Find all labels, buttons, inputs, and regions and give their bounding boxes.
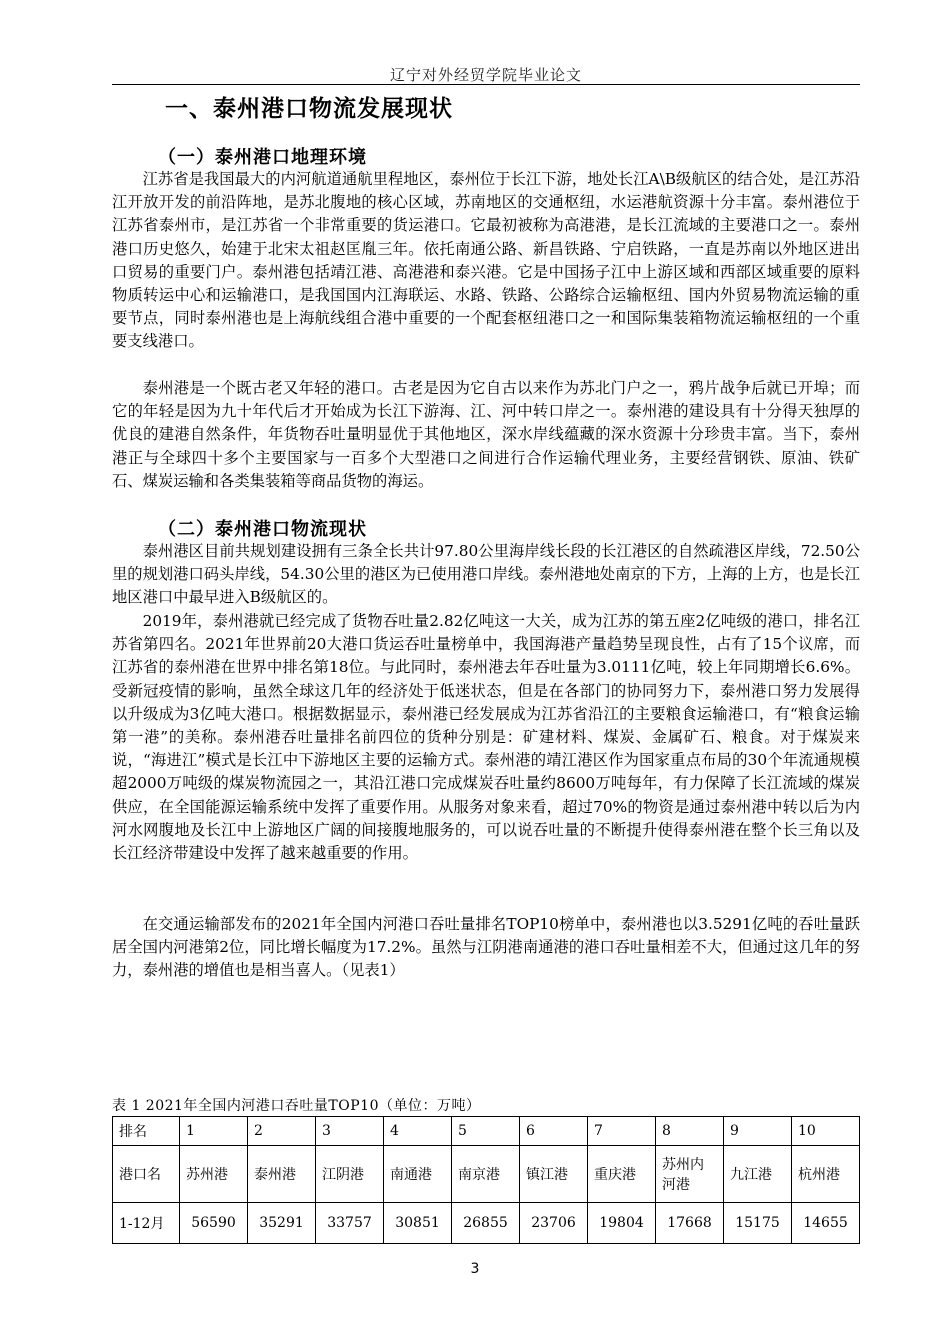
subsection-title-1: （一）泰州港口地理环境 [158,147,367,168]
port-cell: 苏州港 [180,1146,248,1203]
row-label-volume: 1-12月 [113,1203,180,1244]
volume-cell: 23706 [520,1203,588,1244]
paragraph-logistics-3: 在交通运输部发布的2021年全国内河港口吞吐量排名TOP10榜单中，泰州港也以3.5291亿吨的吞吐量跃居全国内河港第2位，同比增长幅度为17.2%。虽然与江阴港南通港的港口吞吐量相差不大，但通过这几年的努力，泰州港的增值也是相当喜人。（见表1） [112,915,860,980]
volume-cell: 56590 [180,1203,248,1244]
volume-cell: 26855 [452,1203,520,1244]
rank-cell: 10 [792,1117,860,1146]
table-row-rank [113,1117,860,1146]
volume-cell: 30851 [384,1203,452,1244]
port-cell: 南通港 [384,1146,452,1203]
rank-cell: 9 [724,1117,792,1146]
page-number: 3 [470,1261,480,1277]
port-throughput-table [112,1116,860,1244]
table-row-volume [113,1203,860,1244]
rank-cell: 6 [520,1117,588,1146]
table-row-port [113,1146,860,1203]
rank-cell: 7 [588,1117,656,1146]
rank-cell: 3 [316,1117,384,1146]
rank-cell: 2 [248,1117,316,1146]
volume-cell: 15175 [724,1203,792,1244]
paragraph-logistics-2: 2019年，泰州港就已经完成了货物吞吐量2.82亿吨这一大关，成为江苏的第五座2亿吨级的港口，排名江苏省第四名。2021年世界前20大港口货运吞吐量榜单中，我国海港产量趋势呈现良性，占有了15个议席，而江苏省的泰州港在世界中排名第18位。与此同时，泰州港去年吞吐量为3.0111亿吨，较上年同期增长6.6%。受新冠疫情的影响，虽然全球这几年的经济处于低迷状态，但是在各部门的协同努力下，泰州港口努力发展得以升级成为3亿吨大港口。根据数据显示，泰州港已经发展成为江苏省沿江的主要粮食运输港口，有“粮食运输第一港”的美称。泰州港吞吐量排名前四位的货种分别是：矿建材料、煤炭、金属矿石、粮食。对于煤炭来说，“海进江”模式是长江中下游地区主要的运输方式。泰州港的靖江港区作为国家重点布局的30个年流通规模超2000万吨级的煤炭物流园之一，其沿江港口完成煤炭吞吐量约8600万吨每年，有力保障了长江流域的煤炭供应，在全国能源运输系统中发挥了重要作用。从服务对象来看，超过70%的物资是通过泰州港中转以后为内河水网腹地及长江中上游地区广阔的间接腹地服务的，可以说吞吐量的不断提升使得泰州港在整个长三角以及长江经济带建设中发挥了越来越重要的作用。 [112,612,860,863]
row-label-rank: 排名 [113,1117,180,1146]
row-label-port: 港口名 [113,1146,180,1203]
paragraph-geography-2: 泰州港是一个既古老又年轻的港口。古老是因为它自古以来作为苏北门户之一，鸦片战争后就已开埠；而它的年轻是因为九十年代后才开始成为长江下游海、江、河中转口岸之一。泰州港的建设具有十分得天独厚的优良的建港自然条件，年货物吞吐量明显优于其他地区，深水岸线蕴藏的深水资源十分珍贵丰富。当下，泰州港正与全球四十多个主要国家与一百多个大型港口之间进行合作运输代理业务，主要经营钢铁、原油、铁矿石、煤炭运输和各类集装箱等商品货物的海运。 [112,379,860,490]
port-cell: 泰州港 [248,1146,316,1203]
rank-cell: 8 [656,1117,724,1146]
section-title: 一、泰州港口物流发展现状 [165,96,453,122]
volume-cell: 17668 [656,1203,724,1244]
running-header: 辽宁对外经贸学院毕业论文 [389,66,582,84]
volume-cell: 19804 [588,1203,656,1244]
volume-cell: 35291 [248,1203,316,1244]
rank-cell: 4 [384,1117,452,1146]
port-cell: 杭州港 [792,1146,860,1203]
port-cell: 苏州内河港 [656,1146,724,1203]
volume-cell: 33757 [316,1203,384,1244]
paragraph-logistics-1: 泰州港区目前共规划建设拥有三条全长共计97.80公里海岸线长段的长江港区的自然疏港区岸线，72.50公里的规划港口码头岸线，54.30公里的港区为已使用港口岸线。泰州港地处南京的下方，上海的上方，也是长江地区港口中最早进入B级航区的。 [112,542,860,607]
port-cell: 九江港 [724,1146,792,1203]
header-rule [112,84,860,85]
subsection-title-2: （二）泰州港口物流现状 [158,519,367,540]
rank-cell: 5 [452,1117,520,1146]
port-cell: 南京港 [452,1146,520,1203]
rank-cell: 1 [180,1117,248,1146]
port-cell: 江阴港 [316,1146,384,1203]
port-cell: 重庆港 [588,1146,656,1203]
port-cell: 镇江港 [520,1146,588,1203]
table-caption: 表 1 2021年全国内河港口吞吐量TOP10（单位：万吨） [112,1098,481,1114]
volume-cell: 14655 [792,1203,860,1244]
paragraph-geography-1: 江苏省是我国最大的内河航道通航里程地区，泰州位于长江下游，地处长江A\B级航区的结合处，是江苏沿江开放开发的前沿阵地，是苏北腹地的核心区域，苏南地区的交通枢纽，水运港航资源十分丰富。泰州港位于江苏省泰州市，是江苏省一个非常重要的货运港口。它最初被称为高港港，是长江流域的主要港口之一。泰州港口历史悠久，始建于北宋太祖赵匡胤三年。依托南通公路、新昌铁路、宁启铁路，一直是苏南以外地区进出口贸易的重要门户。泰州港包括靖江港、高港港和泰兴港。它是中国扬子江中上游区域和西部区域重要的原料物质转运中心和运输港口，是我国国内江海联运、水路、铁路、公路综合运输枢纽、国内外贸易物流运输的重要节点，同时泰州港也是上海航线组合港中重要的一个配套枢纽港口之一和国际集装箱物流运输枢纽的一个重要支线港口。 [112,170,860,351]
